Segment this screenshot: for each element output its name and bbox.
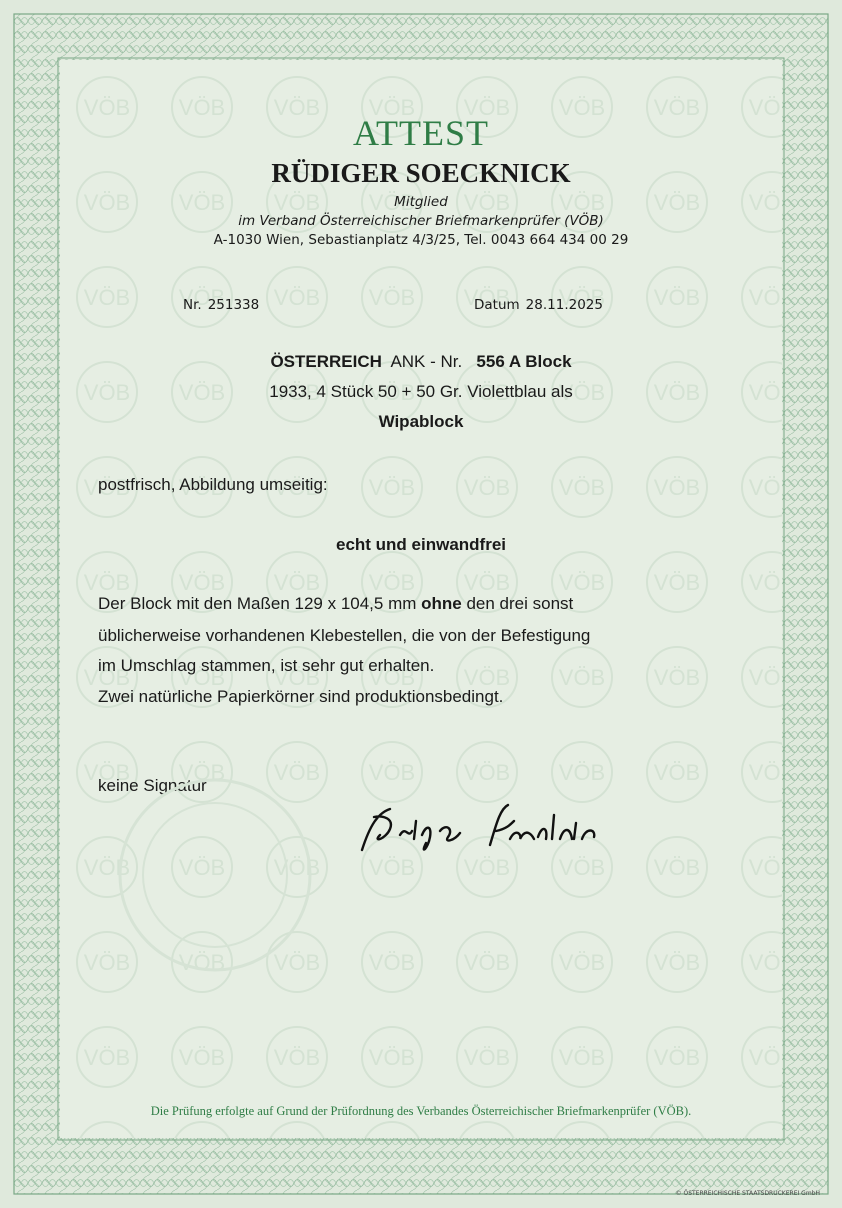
date-label: Datum	[474, 297, 520, 313]
item-heading	[0, 352, 842, 372]
item-country: ÖSTERREICH	[270, 352, 382, 371]
membership-label: Mitglied	[394, 194, 448, 210]
examiner-address: A-1030 Wien, Sebastianplatz 4/3/25, Tel. 0043 664 434 00 29	[213, 232, 629, 248]
finding-line-1-post: den drei sonst	[461, 594, 574, 613]
certificate-title: ATTEST	[353, 113, 489, 153]
printer-credit: © ÖSTERREICHISCHE STAATSDRUCKEREI GmbH	[675, 1190, 820, 1197]
item-name: Wipablock	[378, 412, 464, 431]
signature-note: keine Signatur	[98, 776, 207, 795]
certificate-date	[474, 297, 603, 313]
finding-line-1-pre: Der Block mit den Maßen 129 x 104,5 mm	[98, 594, 422, 613]
verdict-text: echt und einwandfrei	[335, 535, 507, 554]
finding-line-4: Zwei natürliche Papierkörner sind produktionsbedingt.	[98, 687, 504, 706]
catalog-number: 556 A Block	[476, 352, 572, 371]
finding-line-3: im Umschlag stammen, ist sehr gut erhalten.	[98, 656, 435, 675]
association-name: im Verband Österreichischer Briefmarkenprüfer (VÖB)	[238, 213, 604, 229]
condition-text: postfrisch, Abbildung umseitig:	[98, 475, 328, 494]
embossed-seal	[110, 770, 320, 980]
number-label: Nr.	[183, 297, 202, 313]
number-value: 251338	[207, 297, 260, 313]
footer-statement: Die Prüfung erfolgte auf Grund der Prüfordnung des Verbandes Österreichischer Briefmarkenprüfer (VÖB).	[150, 1104, 692, 1118]
date-value: 28.11.2025	[525, 297, 603, 313]
finding-line-1	[98, 594, 573, 614]
handwritten-signature	[350, 795, 610, 865]
finding-line-2: üblicherweise vorhandenen Klebestellen, die von der Befestigung	[98, 626, 591, 645]
item-description: 1933, 4 Stück 50 + 50 Gr. Violettblau als	[269, 382, 573, 401]
examiner-name: RÜDIGER SOECKNICK	[271, 158, 571, 188]
finding-line-1-bold: ohne	[421, 594, 462, 613]
certificate-number	[183, 297, 259, 313]
catalog-label: ANK - Nr.	[390, 352, 463, 371]
